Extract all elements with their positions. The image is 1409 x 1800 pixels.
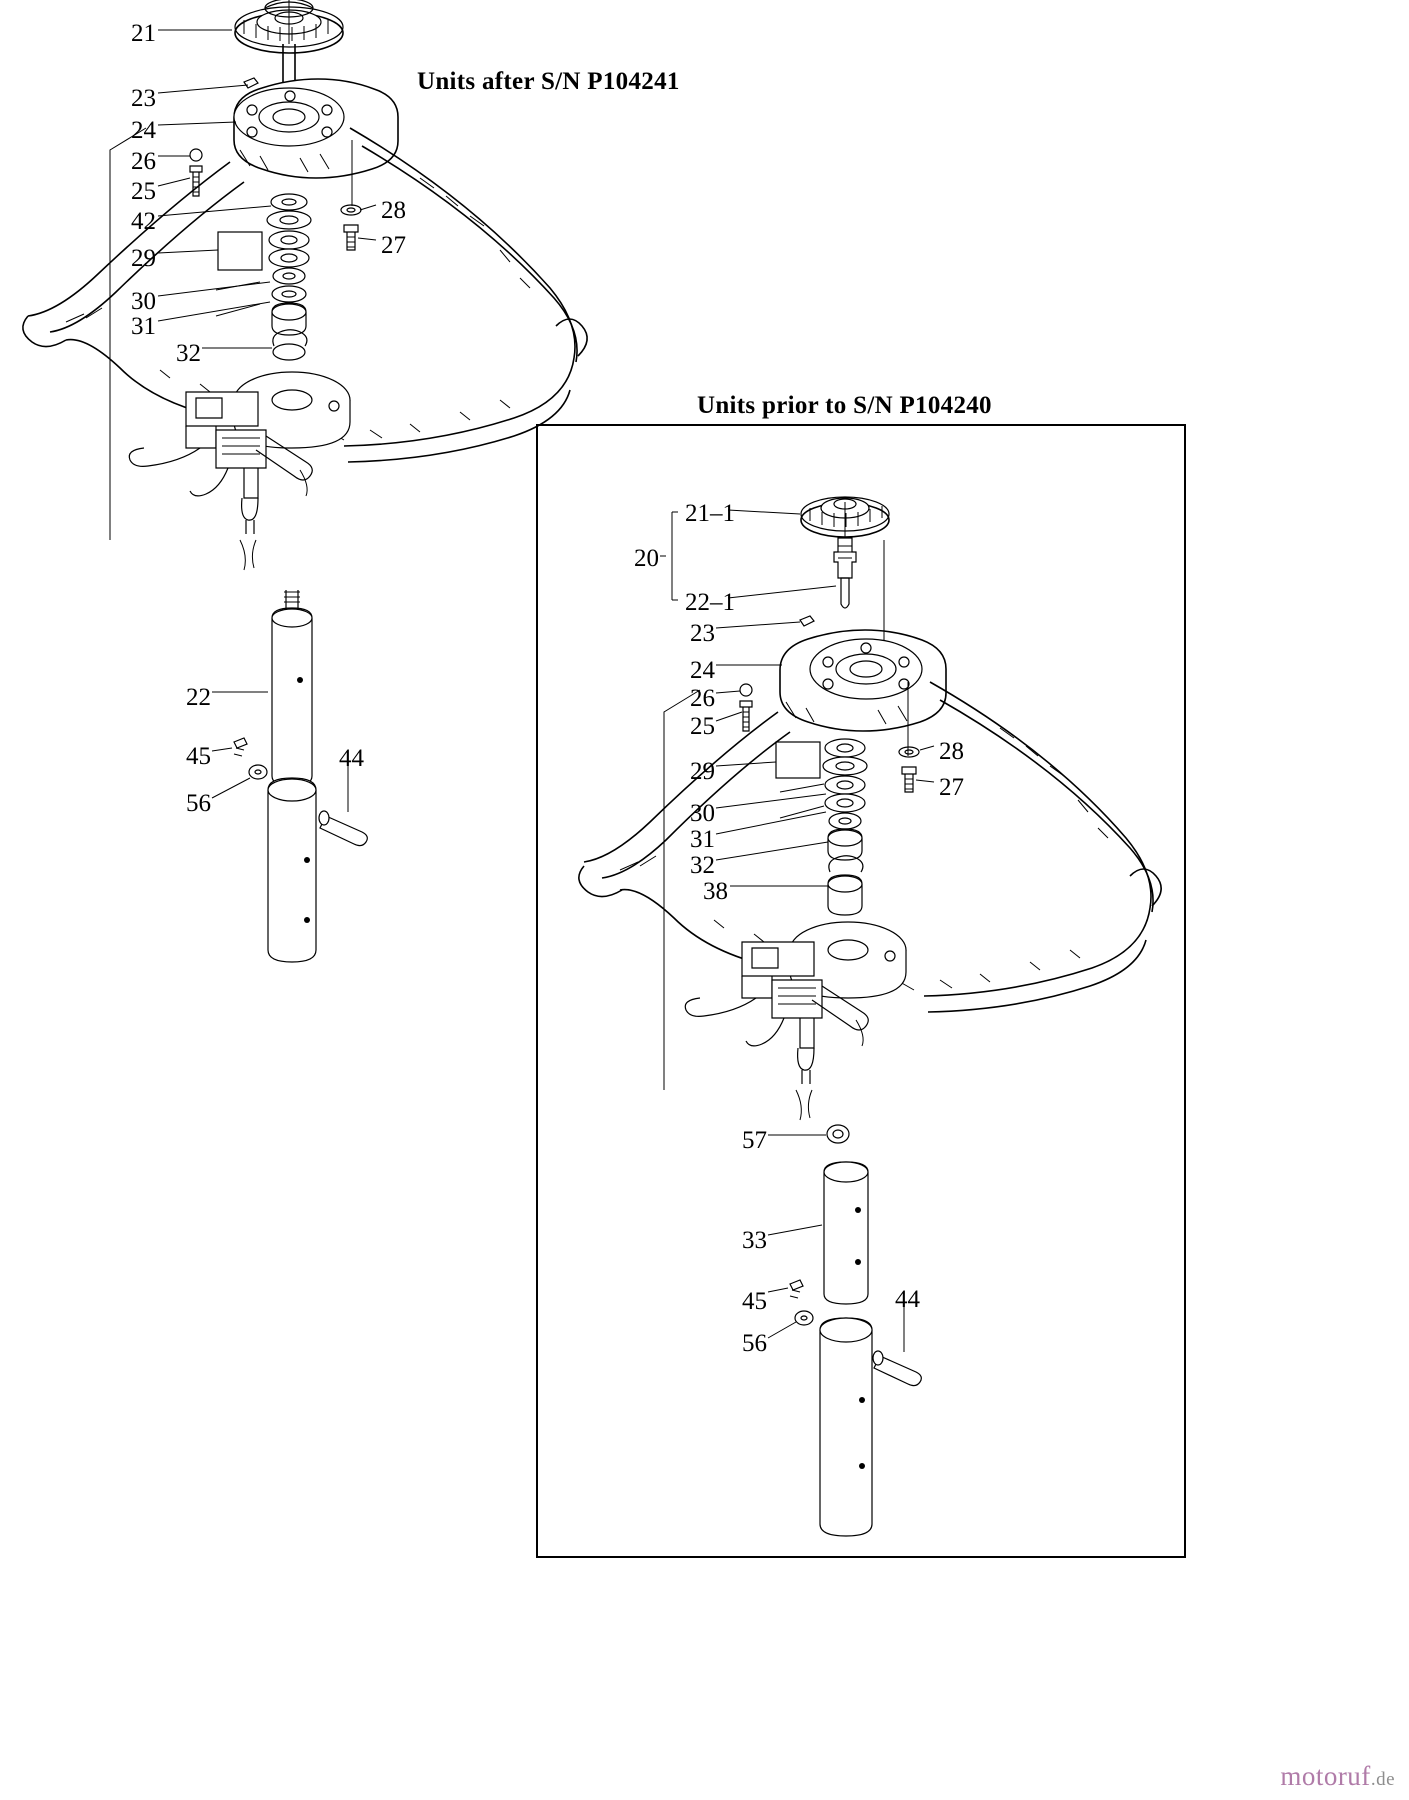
callout-26: 26 <box>131 148 156 175</box>
callout-31: 31 <box>131 313 156 340</box>
callout-57: 57 <box>742 1127 767 1154</box>
top-assembly-art <box>23 0 587 962</box>
callout-b56: 56 <box>742 1330 767 1357</box>
title-units-prior: Units prior to S/N P104240 <box>697 392 992 419</box>
callout-b30: 30 <box>690 800 715 827</box>
watermark <box>1280 1761 1395 1792</box>
callout-23: 23 <box>131 85 156 112</box>
callout-22: 22 <box>186 684 211 711</box>
callout-b26: 26 <box>690 685 715 712</box>
callout-27: 27 <box>381 232 406 259</box>
callout-b25: 25 <box>690 713 715 740</box>
callout-b27: 27 <box>939 774 964 801</box>
callout-42: 42 <box>131 208 156 235</box>
callout-b44: 44 <box>895 1286 920 1313</box>
callout-32: 32 <box>176 340 201 367</box>
title-units-after: Units after S/N P104241 <box>417 68 680 95</box>
callout-22-1: 22–1 <box>685 589 735 616</box>
callout-30: 30 <box>131 288 156 315</box>
callout-28: 28 <box>381 197 406 224</box>
callout-56: 56 <box>186 790 211 817</box>
bottom-assembly-art <box>579 497 1161 1536</box>
callout-29: 29 <box>131 245 156 272</box>
callout-b23: 23 <box>690 620 715 647</box>
callout-b31: 31 <box>690 826 715 853</box>
callout-33: 33 <box>742 1227 767 1254</box>
callout-b28: 28 <box>939 738 964 765</box>
callout-21-1: 21–1 <box>685 500 735 527</box>
callout-25: 25 <box>131 178 156 205</box>
callout-b45: 45 <box>742 1288 767 1315</box>
callout-20: 20 <box>634 545 659 572</box>
callout-44: 44 <box>339 745 364 772</box>
callout-45: 45 <box>186 743 211 770</box>
callout-21: 21 <box>131 20 156 47</box>
callout-b29: 29 <box>690 758 715 785</box>
callout-b38: 38 <box>703 878 728 905</box>
callout-b32: 32 <box>690 852 715 879</box>
watermark-brand: motoruf <box>1280 1761 1371 1791</box>
callout-b24: 24 <box>690 657 715 684</box>
callout-24: 24 <box>131 117 156 144</box>
watermark-suffix: .de <box>1370 1769 1395 1790</box>
